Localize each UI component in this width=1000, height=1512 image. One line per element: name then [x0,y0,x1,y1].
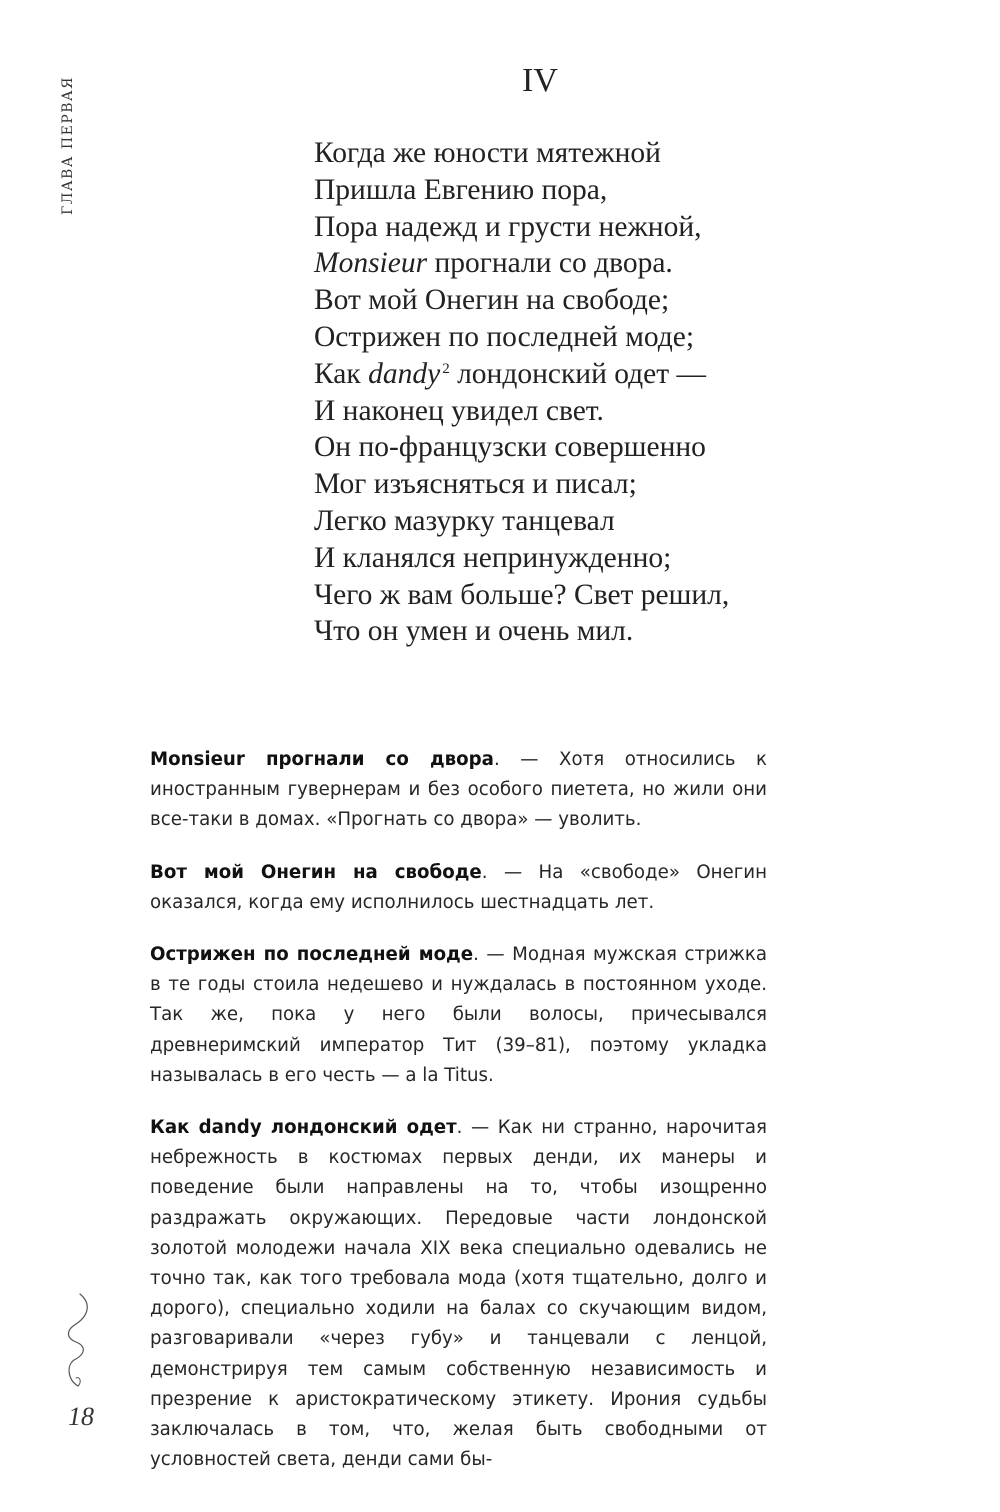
note-term: Вот мой Онегин на свободе [150,861,482,883]
verse-line: Что он умен и очень мил. [314,615,634,648]
verse-line: Monsieur прогнали со двора. [314,247,673,280]
note-text: . — На «свободе» Онегин оказался, когда ему исполнилось шестнадцать лет. [150,861,767,913]
note [150,940,767,1091]
flourish-ornament-icon [58,1290,98,1390]
note-text: . — Как ни странно, нарочитая небрежность в костюмах первых денди, их манеры и поведение были направлены на то, чтобы изощренно раздражать окружающих. Передовые части лондонской золотой молодежи начала XIX века специально одевались не точно так, как того требовала мода (хотя тщательно, долго и дорого), специально ходили на балах со скучающим видом, разговаривали «через губу» и танцевали с ленцой, демонстрируя тем самым собственную независимость и презрение к аристократическому этикету. Ирония судьбы заключалась в том, что, желая быть свободными от условностей света, денди сами бы- [150,1117,768,1471]
verse-line: И наконец увидел свет. [314,394,604,427]
note-text: . — Модная мужская стрижка в те годы стоила недешево и нуждалась в постоянном уходе. Так же, пока у него были волосы, причесывался древнеримский император Тит (39–81), поэтому укладка называлась в его честь — a la Titus. [150,944,767,1086]
verse-line: Вот мой Онегин на свободе; [314,284,670,317]
verse-line: Пришла Евгению пора, [314,173,608,206]
note-term: Острижен по последней моде [150,944,474,966]
verse-line: Легко мазурку танцевал [314,504,615,537]
note [150,858,767,918]
verse-line: Острижен по последней моде; [314,320,695,353]
verse-line: Чего ж вам больше? Свет решил, [314,578,730,611]
verse-line: Как dandy $^2$ лондонский одет — [314,357,707,390]
note-text: . — Хотя относились к иностранным гувернерам и без особого пиетета, но жили они все-таки в домах. «Прогнать со двора» — уволить. [150,749,767,831]
note [150,1113,767,1475]
verse-line: Он по-французски совершенно [314,431,706,464]
page-number: 18 [68,1402,94,1431]
stanza-number: IV [522,62,558,99]
commentary-notes [150,745,767,1497]
verse-line: Когда же юности мятежной [314,137,661,169]
verse-stanza [314,135,729,650]
verse-line: И кланялся непринужденно; [314,541,672,574]
note-term: Monsieur прогнали со двора [150,749,494,770]
footnote-ref[interactable]: 2 [442,360,450,377]
note [150,745,767,836]
note-term: Как dandy лондонский одет [150,1117,457,1139]
italic-word: Monsieur [314,247,428,280]
running-head-text: ГЛАВА ПЕРВАЯ [60,76,76,215]
verse-line: Пора надежд и грусти нежной, [314,210,702,243]
italic-word: dandy [368,357,441,390]
verse-line: Мог изъясняться и писал; [314,468,637,501]
